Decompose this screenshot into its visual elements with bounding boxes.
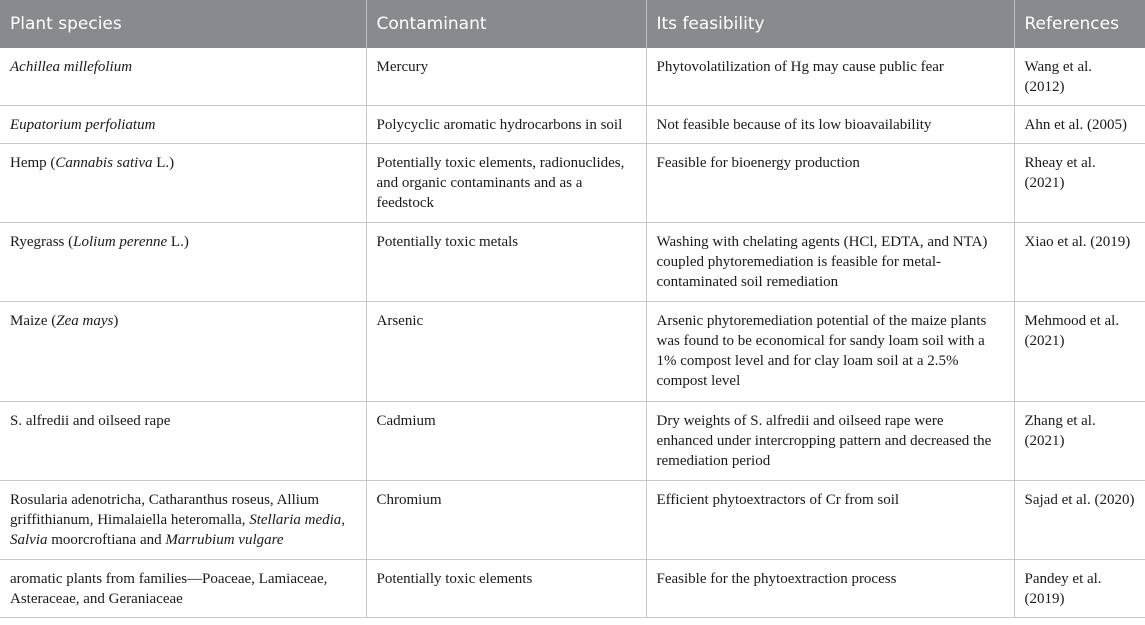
table-row	[0, 106, 1145, 144]
species-text-run: L.)	[167, 234, 189, 250]
table-row	[0, 302, 1145, 402]
cell-plant-species	[0, 481, 366, 560]
table-row	[0, 144, 1145, 223]
cell-plant-species	[0, 223, 366, 302]
cell-contaminant: Cadmium	[366, 402, 646, 481]
cell-reference: Pandey et al. (2019)	[1014, 560, 1145, 618]
cell-contaminant: Mercury	[366, 48, 646, 106]
cell-feasibility: Washing with chelating agents (HCl, EDTA, and NTA) coupled phytoremediation is feasible for metal-contaminated soil remediation	[646, 223, 1014, 302]
header-contaminant: Contaminant	[366, 0, 646, 48]
species-text-run: Cannabis sativa	[55, 155, 153, 171]
species-text-run: Rosularia adenotricha, Catharanthus roseus, Allium griffithianum, Himalaiella heteromalla,	[10, 492, 320, 528]
cell-feasibility: Feasible for the phytoextraction process	[646, 560, 1014, 618]
cell-plant-species	[0, 144, 366, 223]
cell-feasibility: Feasible for bioenergy production	[646, 144, 1014, 223]
cell-plant-species	[0, 560, 366, 618]
table-row	[0, 48, 1145, 106]
cell-reference: Rheay et al. (2021)	[1014, 144, 1145, 223]
table-row	[0, 481, 1145, 560]
header-references: References	[1014, 0, 1145, 48]
species-text-run: Stellaria media	[249, 512, 342, 528]
species-text-run: moorcroftiana and	[47, 532, 166, 548]
species-text-run: Achillea millefolium	[10, 59, 133, 75]
cell-contaminant: Potentially toxic elements, radionuclides, and organic contaminants and as a feedstock	[366, 144, 646, 223]
cell-reference: Wang et al. (2012)	[1014, 48, 1145, 106]
cell-reference: Zhang et al. (2021)	[1014, 402, 1145, 481]
cell-contaminant: Potentially toxic elements	[366, 560, 646, 618]
species-text-run: Eupatorium perfoliatum	[10, 117, 156, 133]
cell-feasibility: Dry weights of S. alfredii and oilseed rape were enhanced under intercropping pattern and decreased the remediation period	[646, 402, 1014, 481]
cell-feasibility: Arsenic phytoremediation potential of the maize plants was found to be economical for sandy loam soil with a 1% compost level and for clay loam soil at a 2.5% compost level	[646, 302, 1014, 402]
species-text-run: Salvia	[10, 532, 48, 548]
cell-plant-species	[0, 302, 366, 402]
species-text-run: )	[113, 313, 119, 329]
species-text-run: S. alfredii and oilseed rape	[10, 413, 171, 429]
cell-reference: Mehmood et al. (2021)	[1014, 302, 1145, 402]
species-text-run: Lolium perenne	[73, 234, 168, 250]
cell-reference: Xiao et al. (2019)	[1014, 223, 1145, 302]
table-row	[0, 402, 1145, 481]
cell-feasibility: Not feasible because of its low bioavailability	[646, 106, 1014, 144]
cell-feasibility: Phytovolatilization of Hg may cause public fear	[646, 48, 1014, 106]
cell-contaminant: Polycyclic aromatic hydrocarbons in soil	[366, 106, 646, 144]
cell-feasibility: Efficient phytoextractors of Cr from soil	[646, 481, 1014, 560]
species-text-run: Marrubium vulgare	[165, 532, 284, 548]
species-text-run: Zea mays	[56, 313, 114, 329]
cell-contaminant: Chromium	[366, 481, 646, 560]
header-feasibility: Its feasibility	[646, 0, 1014, 48]
cell-reference: Sajad et al. (2020)	[1014, 481, 1145, 560]
species-text-run: L.)	[152, 155, 175, 171]
cell-plant-species	[0, 402, 366, 481]
cell-reference: Ahn et al. (2005)	[1014, 106, 1145, 144]
table-body	[0, 48, 1145, 618]
cell-plant-species	[0, 48, 366, 106]
table-row	[0, 223, 1145, 302]
species-text-run: aromatic plants from families—Poaceae, Lamiaceae, Asteraceae, and Geraniaceae	[10, 571, 328, 607]
species-text-run: ,	[341, 512, 346, 528]
species-text-run: Ryegrass (	[10, 234, 74, 250]
table-row	[0, 560, 1145, 618]
species-text-run: Hemp (	[10, 155, 56, 171]
header-row	[0, 0, 1145, 48]
header-plant-species: Plant species	[0, 0, 366, 48]
cell-contaminant: Potentially toxic metals	[366, 223, 646, 302]
species-text-run: Maize (	[10, 313, 57, 329]
cell-plant-species	[0, 106, 366, 144]
table-header	[0, 0, 1145, 48]
cell-contaminant: Arsenic	[366, 302, 646, 402]
